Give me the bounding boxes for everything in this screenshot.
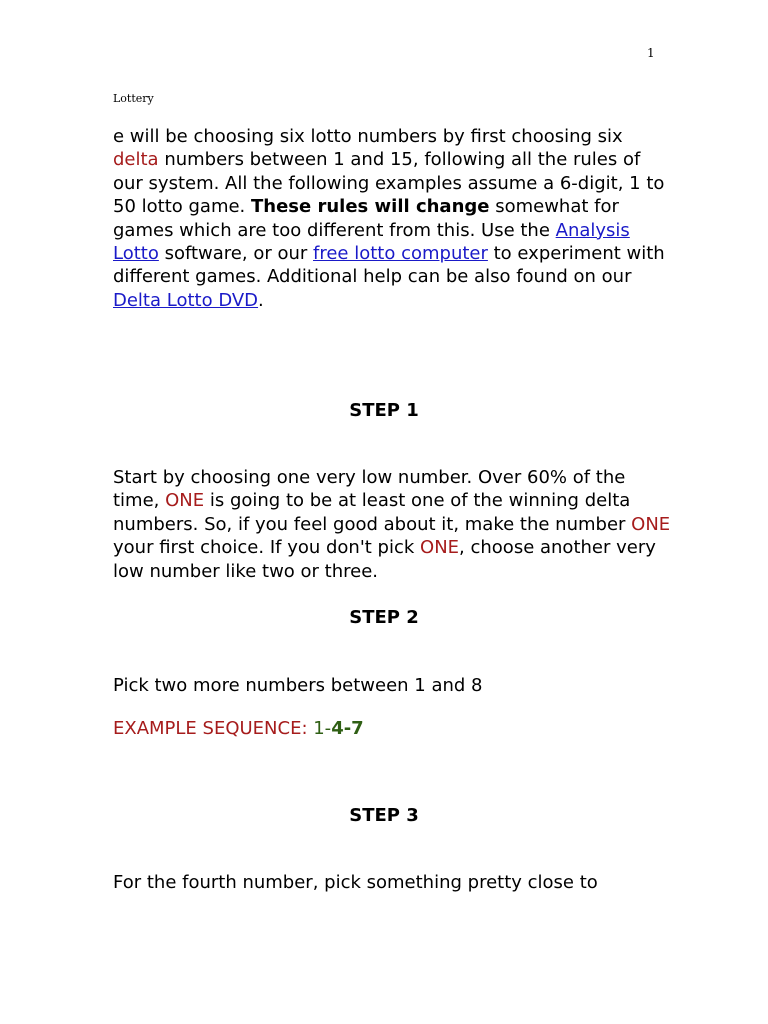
delta-highlight: delta <box>113 149 159 171</box>
rules-change-emphasis: These rules will change <box>251 196 490 218</box>
intro-text: software, or our <box>158 243 314 265</box>
intro-text: e will be choosing six lotto numbers by first choosing six <box>113 126 623 147</box>
step-3-text: For the fourth number, pick something pretty close to <box>113 872 598 893</box>
one-highlight: ONE <box>631 513 671 535</box>
delta-lotto-dvd-link[interactable]: Delta Lotto DVD <box>113 289 259 311</box>
analysis-lotto-link[interactable]: Analysis Lotto <box>113 219 630 265</box>
step-2-heading: STEP 2 <box>349 607 419 628</box>
step-1-text: Start by choosing one very low number. Over 60% of the time, <box>113 467 626 512</box>
one-highlight: ONE <box>420 537 460 559</box>
step-1-text: your first choice. If you don't pick <box>113 537 421 559</box>
step-1-text: is going to be at least one of the winning delta numbers. So, if you feel good about it, make the number <box>113 490 632 535</box>
step-1-text: , choose another very low number like two or three. <box>113 537 656 582</box>
example-sequence-first: 1- <box>313 718 332 739</box>
free-lotto-computer-link[interactable]: free lotto computer <box>313 243 488 265</box>
step-1-heading: STEP 1 <box>349 400 419 421</box>
page-number: 1 <box>647 46 655 60</box>
intro-text: to experiment with different games. Additional help can be also found on our <box>113 243 665 288</box>
example-sequence-rest: 4-7 <box>331 718 364 739</box>
one-highlight: ONE <box>165 490 205 512</box>
intro-paragraph <box>113 125 673 312</box>
example-sequence <box>113 717 673 740</box>
intro-text: . <box>258 289 264 311</box>
step-3-heading: STEP 3 <box>349 805 419 826</box>
document-header: Lottery <box>113 92 154 105</box>
step-1-paragraph <box>113 466 673 583</box>
example-sequence-label: EXAMPLE SEQUENCE: <box>113 718 314 739</box>
intro-text: somewhat for games which are too different from this. Use the <box>113 196 619 241</box>
step-2-text: Pick two more numbers between 1 and 8 <box>113 675 483 696</box>
intro-text: numbers between 1 and 15, following all the rules of our system. All the following examples assume a 6-digit, 1 to 50 lotto game. <box>113 149 665 218</box>
